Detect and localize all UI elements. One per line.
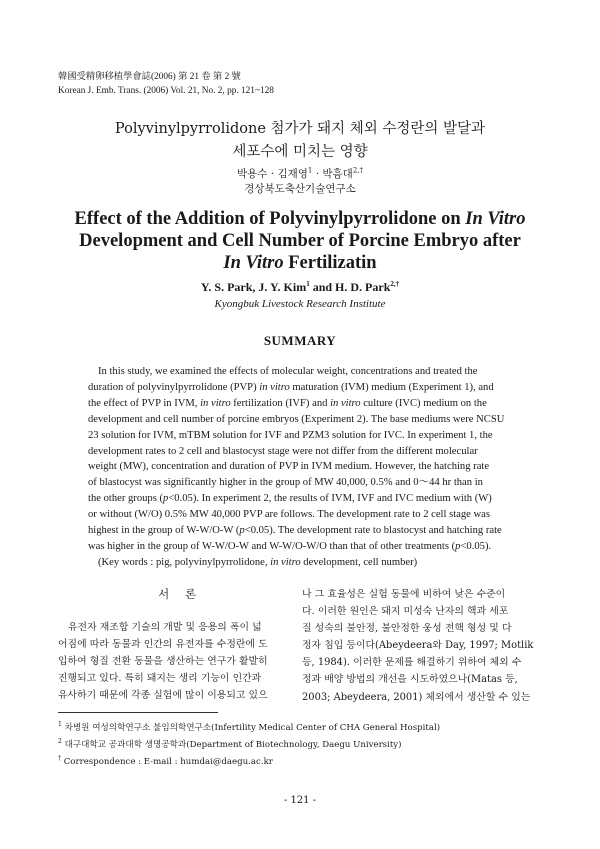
footnote-affiliation-1 — [58, 718, 548, 735]
english-title-part-2: Development and Cell Number of Porcine Embryo after — [79, 231, 521, 251]
abstract-text: development and cell number of porcine embryos (Experiment 2). The base mediums were NCSU — [88, 413, 505, 425]
korean-author-1: 박용수 — [237, 168, 268, 180]
keywords-italic: in vitro — [270, 556, 301, 568]
korean-author-2: 김재영 — [277, 168, 308, 180]
abstract-text: development rates to 2 cell and blastocyst stage were not differ from the different molecular — [88, 445, 478, 457]
keywords-text: (Key words : pig, polyvinylpyrrolidone, — [98, 556, 271, 568]
abstract-line — [88, 444, 520, 460]
intro-line: 정과 배양 방법의 개선을 시도하였으나(Matas 등, — [302, 674, 518, 686]
journal-header — [58, 70, 274, 98]
english-authors — [0, 280, 600, 295]
abstract-line — [88, 539, 520, 555]
footnote-mark: † — [58, 755, 61, 763]
intro-line: 진행되고 있다. 특히 돼지는 생리 기능이 인간과 — [58, 673, 262, 685]
abstract-line — [88, 475, 520, 491]
english-institute: Kyongbuk Livestock Research Institute — [214, 298, 386, 310]
korean-title-line-1: Polyvinylpyrrolidone 첨가가 돼지 체외 수정란의 발달과 — [114, 121, 486, 137]
abstract-text: <0.05). — [460, 540, 492, 552]
footnote-mark: 2 — [58, 738, 62, 746]
abstract-text: was higher in the group of W-W/O-W and W-W/O-W/O than that of other treatments ( — [88, 540, 456, 552]
abstract-text: <0.05). The development rate to blastocyst and hatching rate — [244, 525, 502, 537]
english-title — [30, 208, 570, 274]
intro-line: 질 성숙의 불안정, 불안정한 웅성 전핵 형성 및 다 — [302, 623, 512, 635]
abstract-line — [88, 396, 520, 412]
intro-line: 유전자 재조합 기술의 개발 및 응용의 폭이 넓 — [68, 622, 262, 633]
abstract-line — [88, 380, 520, 396]
korean-title-line-2: 세포수에 미치는 영향 — [232, 144, 368, 160]
abstract-text: In this study, we examined the effects of molecular weight, concentrations and treated the — [98, 366, 478, 377]
intro-line: 다. 이러한 원인은 돼지 미성숙 난자의 핵과 세포 — [302, 606, 509, 618]
english-title-italic-1: In Vitro — [465, 209, 526, 229]
english-author-2: and H. D. Park — [312, 280, 391, 294]
korean-author-3: 박흠대 — [322, 168, 353, 180]
abstract-line — [88, 459, 520, 475]
abstract-italic: p — [239, 525, 245, 537]
abstract-line — [88, 412, 520, 428]
korean-institute: 경상북도축산기술연구소 — [244, 183, 356, 195]
abstract-text: 23 solution for IVM, mTBM solution for IVF and PZM3 solution for IVC. In experiment 1, the — [88, 429, 493, 441]
abstract-text: fertilization (IVF) and — [230, 397, 331, 409]
intro-line: 유사하기 때문에 각종 실험에 많이 이용되고 있으 — [58, 690, 268, 702]
abstract-line — [88, 428, 520, 444]
korean-author-3-mark: 2,† — [352, 166, 363, 175]
abstract-text: maturation (IVM) medium (Experiment 1), and — [289, 381, 494, 393]
abstract-italic: p — [163, 493, 169, 505]
abstract-italic: in vitro — [200, 397, 231, 409]
footnote-text: 차병원 여성의학연구소 불임의학연구소(Infertility Medical Center of CHA General Hospital) — [64, 722, 441, 733]
english-author-2-mark: 2,† — [390, 280, 400, 288]
english-title-part-3: Fertilizatin — [288, 253, 377, 273]
intro-line: 입하여 형질 전환 동물을 생산하는 연구가 활발히 — [58, 656, 268, 668]
page-number: - 121 - — [283, 795, 317, 806]
english-author-1: Y. S. Park, J. Y. Kim — [200, 280, 307, 294]
abstract-line — [88, 523, 520, 539]
english-title-italic-2: In Vitro — [223, 253, 284, 273]
summary-heading: SUMMARY — [263, 333, 337, 348]
abstract-text: the effect of PVP in IVM, — [88, 397, 201, 409]
intro-line: 어짐에 따라 동물과 인간의 유전자를 수정란에 도 — [58, 639, 268, 651]
keywords-text: development, cell number) — [300, 556, 418, 568]
author-separator: · — [312, 168, 323, 180]
abstract-line — [88, 507, 520, 523]
abstract-text: culture (IVC) medium on the — [360, 397, 487, 409]
english-title-part-1: Effect of the Addition of Polyvinylpyrrolidone on — [74, 209, 461, 229]
abstract-italic: in vitro — [259, 381, 290, 393]
intro-left-column — [58, 619, 308, 704]
intro-line: 정자 침입 등이다(Abeydeera와 Day, 1997; Motlik — [302, 640, 534, 652]
abstract-text: the other groups ( — [88, 493, 164, 505]
footnote-text: 대구대학교 공과대학 생명공학과(Department of Biotechnology, Daegu University) — [64, 739, 402, 750]
korean-author-2-mark: 1 — [307, 166, 313, 175]
footnote-text: Correspondence : E-mail : humdai@daegu.ac.kr — [63, 756, 273, 767]
footnotes — [58, 718, 548, 769]
abstract-text: highest in the group of W-W/O-W ( — [88, 525, 240, 537]
journal-line-korean: 韓國受精卵移植學會誌(2006) 第 21 卷 第 2 號 — [58, 72, 241, 82]
abstract-text: <0.05). In experiment 2, the results of IVM, IVF and IVC medium with (W) — [168, 493, 492, 505]
abstract-italic: p — [455, 540, 461, 552]
footnote-affiliation-2 — [58, 735, 548, 752]
abstract-text: or without (W/O) 0.5% MW 40,000 PVP are follows. The development rate to 2 cell stage was — [88, 509, 490, 521]
intro-line: 2003; Abeydeera, 2001) 체외에서 생산할 수 있는 — [302, 691, 531, 703]
abstract-text: duration of polyvinylpyrrolidone (PVP) — [88, 381, 260, 393]
summary-abstract — [88, 364, 520, 571]
author-separator: · — [267, 168, 278, 180]
footnote-correspondence — [58, 752, 548, 769]
intro-heading: 서 론 — [158, 587, 202, 601]
journal-line-english: Korean J. Emb. Trans. (2006) Vol. 21, No. 2, pp. 121~128 — [58, 86, 274, 96]
intro-line: 등, 1984). 이러한 문제를 해결하기 위하여 체외 수 — [302, 657, 522, 669]
footnote-divider — [58, 712, 218, 713]
keywords-line — [88, 555, 520, 571]
intro-right-column — [302, 586, 552, 706]
abstract-line — [88, 491, 520, 507]
abstract-italic: in vitro — [330, 397, 361, 409]
english-author-1-mark: 1 — [306, 280, 310, 288]
korean-authors — [0, 166, 600, 181]
footnote-mark: 1 — [58, 721, 62, 728]
abstract-text: of blastocyst was significantly higher in the group of MW 40,000, 0.5% and 0～44 hr than in — [88, 477, 483, 489]
abstract-text: weight (MW), concentration and duration of PVP in IVM medium. However, the hatching rate — [88, 461, 490, 473]
intro-line: 나 그 효율성은 실험 동물에 비하여 낮은 수준이 — [302, 589, 506, 600]
abstract-line — [88, 364, 520, 380]
